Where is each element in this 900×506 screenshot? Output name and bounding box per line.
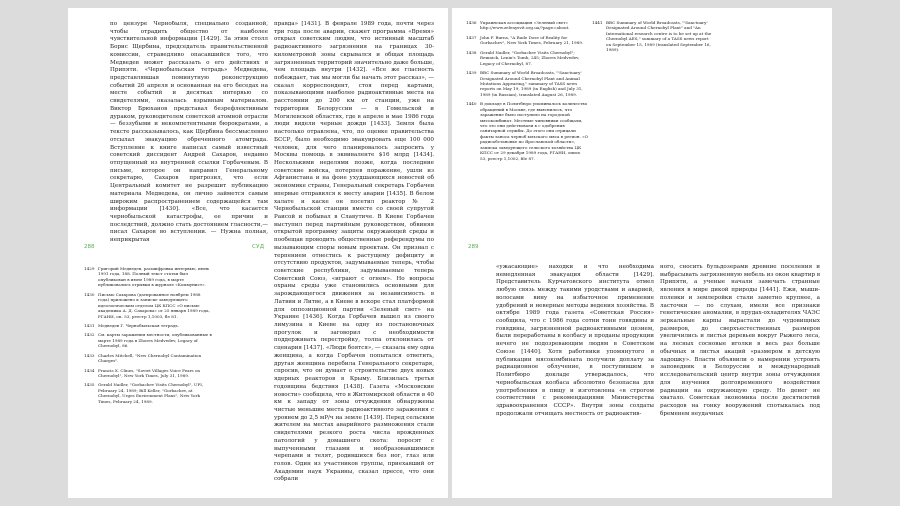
footnote-text: Gerald Nadler, "Gorbachev Visits Chernobyl"; Remnick, Lenin's Tomb, 245; Zhores Medvedev, Legacy of Chernobyl, 87. bbox=[480, 49, 580, 66]
right-page bbox=[452, 8, 832, 498]
footnote-text: См. карты заражения местности, опубликованные в марте 1989 года в Zhores Medvedev, Legacy of Chernobyl, 86. bbox=[98, 332, 212, 349]
footnote bbox=[84, 353, 212, 364]
footnote-number: 1437 bbox=[466, 34, 477, 40]
footnote bbox=[466, 50, 588, 66]
footnote-text: Медведев Г. Чернобыльская тетрадь. bbox=[98, 322, 179, 328]
right-footnotes-column-1 bbox=[466, 20, 588, 246]
footnote bbox=[592, 20, 714, 53]
footnote-text: Francis X. Clines, "Soviet Villages Voice Fears on Chernobyl", New York Times, July 31, 1989. bbox=[98, 367, 201, 378]
left-page bbox=[68, 8, 448, 498]
body-text: «ужасающие» находки и что необходима немедленная эвакуация области [1429]. Представитель Курчатовского института отмел любую связь между такими уродствами и аварией, волосами вину на избыточное применение удобрений и неверные методы ведения хозяйства. В октябре 1989 года газета «Советская Россия» сообщила, что с 1986 года сотни тонн говядины и говядины, загрязненной радиоактивными цезием, были переработаны в колбасу и проданы продукции нечего не подозревающим людям в Советском Союзе [1440]. Хотя работники упомянутого в публикации мясокомбината получили доплату за радиационное облучение, в поступившем в Политбюро докладе утверждалось, что чернобыльская колбаса абсолютно безопасна для употребления в пищу и изготовлена «в строгом соответствии с рекомендациями Министерства здравоохранения СССР». Внутри зоны солдаты продолжали отчищать местность от радиоактив- bbox=[496, 264, 654, 417]
footnote bbox=[466, 35, 588, 46]
right-body-column-2 bbox=[660, 264, 820, 496]
body-text: по цензуре Чернобыля, специально созданной, чтобы отрадить общество от наиболее чувствительной информации [1429]. За этим столл Борис Щербина, председатель правительственной комиссии, страведливо опасавшийся того, что Медведев может рассказать о его действиях в Припяти. «Чернобыльская тетрадь» Медведева, представлявшая поминутную реконструкцию событий 26 апреля и основанная на его беседах на месте событий и десятках интервью со свидетелями, оказалась взрывным материалом. Виктор Брюханов представал безрефлективным дураком, руководителем советской атомной отрасли — беззубыми и некомпетентными бюрократами, а тексте рассказывалось, как Щербина бессмысленно отсылал эвакуацию обреченного атомграда. Вступление к книге написал самый известный советский диссидент Андрей Сахаров, недавно отпущенный из внутренней ссылки Горбачевым. В письме, которое он направил Генеральному секретарю, Сахаров пригрозил, что если Центральный комитет не разрешит публикацию материала Медведева, он лично займется самым широким распространением содержащейся там информации [1430]. «Все, что касается чернобыльской катастрофы, ее причин и последствий, должно стать достоянием гласности,— писал Сахаров во вступлении. — Нужна полная, неприкрытая bbox=[110, 21, 268, 243]
page-number: 288 bbox=[84, 244, 95, 250]
body-text: правда» [1431]. В феврале 1989 года, почти через три года после аварии, скажет программа «Время» открыл советским людям, что истинный масштаб радиоактивного загрязнения на границах 30-километровой зоны скрывался и общая площадь загрязненных территорий значительно даже больше, чем площадь внутри [1432]. «Все же гласность побеждает, так мы могли бы начать этот рассказ», — сказал корреспондент, стоя перед картами, показывающими наиболее радиоактивные места на расстоянии до 200 км от станции, уже на территории Белоруссии — в Гомельской и Могилевской областях, где в апреле и мае 1986 года люди видели черные дожди [1433]. Земля была настолько отравлена, что, по оценке правительства БССР, было необходимо эвакуировать еще 100 000 человек, для чего планировалось запросить у Москвы помощь в эквиваленте $16 млрд [1434]. Несколькими неделями позже, когда последние советские войска, потерпев поражение, ушли из Афганистана и на фоне ухудшающихся новостей об экономике страны, Генеральный секретарь Горбачев впервые отправился к месту аварии [1435]. В белом халате и каске он посетил реактор № 2 Чернобыльской станции вместе со своей супругой Раисой и побывал в Славутиче. В Киеве Горбачев выступил перед партийным руководством, обвиняя открытой программу защиты окружающей среды и пообещав проводить общественные референдумы по вызывающим споры новым проектам. Он признал с терпением отнестись к растущему дефициту и отсутствию продуктов, задумываемые теперь, чтобы советские республики, задумываемые теперь Советский Союз, «играют с огнем». Но вопросы охраны среды уже становились основными для зарождающегося движения за независимость в Латвии и Литве, а в Киеве в вскоре стал платформой для оппозиционной партии «Зеленый свет» на Украине [1436]. Когда Горбачев вышел из своего лимузина в Киеве на одну из постановочных прогулок и заговорил с необходимости поддерживать перестройку, толпа отклонилась от сценария [1437]. «Люди боятся», — сказала ему одна женщина, а когда Горбачев попытался ответить, другая женщина перебила Генерального секретаря, спросив, что он думает о строительстве двух новых ядерных реакторов в Крыму. Близилась третья годовщина бедствия [1438]. Газета «Московские новости» сообщила, что в Житомирской области в 40 км к западу от зоны отчуждения обнаружены чистые меньшие места радиоактивного заражения с уровнем до 2,5 мР/ч на земле [1439]. Перед сельским жителем на местах аварийного размножения стали свидетелями резкого роста числа врожденных патологий у домашнего скота: поросят с выпученными глазами и необразовавшимися черепами и телят, родившихся без ног, глаз или голов. Один из участников группы, приехавший от Академии наук Украины, сказал прессе, что они собрали bbox=[274, 21, 434, 483]
footnote-number: 1438 bbox=[466, 49, 477, 55]
left-footnotes bbox=[84, 266, 212, 496]
footnote bbox=[84, 332, 212, 348]
footnote-text: Украинская ассоциация «Зеленый свет» http://www.zelenysvit.org.ua/?page=about. bbox=[480, 20, 570, 31]
footnote bbox=[84, 292, 212, 319]
footnote bbox=[466, 101, 588, 161]
page-number: 289 bbox=[468, 244, 479, 250]
footnote-text: John F. Burns, "A Rude Dose of Reality for Gorbachev", New York Times, February 21, 1989. bbox=[480, 34, 584, 46]
running-head: СУД bbox=[252, 244, 265, 250]
footnote-number: 1441 bbox=[592, 20, 603, 25]
footnote-text: BBC Summary of World Broadcasts, "'Sanctuary' Designated Around Chernobyl Plant and Animal Mutations Appearing," summary of TASS news reports on May 19, 1989 (in English) and July 31, 1989 (in Russian), translated August 26, 1989. bbox=[480, 70, 583, 97]
footnote-text: Gerald Nadler, "Gorbachev Visits Chernobyl", UPI, February 24, 1989; Bill Keller, "Gorbachev, at Chernobyl, Urges Environment Plans", New York Times, February 24, 1989. bbox=[98, 382, 204, 404]
footnote-text: Письмо Сахарова (датированное ноябрем 1988 года) приложено к записке заведующего идеологическим отделом ЦК КПСС «О письме академика А. Д. Сахарова» от 25 января 1989 года, РГАНИ, оп. 53, реестр 1,1003, fle 81. bbox=[98, 291, 210, 319]
footnote bbox=[84, 368, 212, 379]
footnote-number: 1429 bbox=[84, 266, 95, 271]
footnote-number: 1439 bbox=[466, 70, 477, 76]
footnote bbox=[84, 382, 212, 404]
footnote bbox=[84, 323, 212, 328]
footnote-number: 1433 bbox=[84, 352, 95, 358]
footnote bbox=[466, 20, 588, 31]
right-body-column-1 bbox=[496, 264, 654, 496]
footnote-text: BBC Summary of World Broadcasts, "'Sanctuary' Designated Around Chernobyl Plant" and "An International research centre is to be set up at the Chernobyl AES," summary of a TASS news report on September 15, 1989 (translated September 16, 1989). bbox=[606, 20, 712, 53]
footnote-number: 1434 bbox=[84, 367, 95, 373]
footnote bbox=[84, 266, 212, 288]
footnote bbox=[466, 70, 588, 97]
footnote-number: 1436 bbox=[466, 20, 477, 25]
footnote-number: 1430 bbox=[84, 291, 95, 297]
footnote-number: 1435 bbox=[84, 382, 95, 388]
footnote-number: 1432 bbox=[84, 332, 95, 338]
footnote-text: В докладе в Политбюро упоминалось количество обращений в Москве, где выяснилось, что заражение было поступило на городской мясокомбинат. Местные чиновники сообщали, что это они действовали в с одобрения санитарной службы. До этого они отрицали факты заноса черноб ыльского мяса в регион. «О радиообстановке по Ярославской области», записка заведующего сельского хозяйства ЦК КПСС от 29 декабря 1989 года, РГАНИ, опись 53, реестр 1,1002, file 87. bbox=[480, 101, 588, 161]
body-text: ного, сносить бульдозерами древние поселения и выбрасывать загрязненную мебель из окон квартир в Припяти, а ученые начали замечать странные явления в мире дикой природы [1441]. Ежи, мыши-полевки и землеройки стали заметно крупнее, а ласточки — по слухам, имели все признаки генетические аномалии, в прудах-охладителях ЧАЭС зеркальные карпы вырастали до чудовищных размеров, до сверхъестественных размеров увеличились и листья деревьев вокруг Рыжего леса, на лесных сосновые иголки в весь раз больше обычных и листья акаций «размером в детскую ладошку». Власти объявили о намерении устроить заповедник в Белоруссии и международный исследовательский центр внутри зоны отчуждения для изучения долговременного воздействия радиации на окружающую среду. Но денег не хватало. Советская экономика после десятилетий расходов на гонку вооружений спотыкалась под бременем неудачных bbox=[660, 264, 820, 417]
left-body-column-2 bbox=[274, 21, 434, 495]
footnote-number: 1431 bbox=[84, 322, 95, 328]
footnote-number: 1440 bbox=[466, 101, 477, 107]
footnote-text: Григорий Медведев, расшифровка интервью, июнь 1991 года, 188. Полный текст статьи был опубликован в июне 1989 года, в марте публиковались отрывки в журнале «Коммунист». bbox=[98, 266, 210, 288]
left-body-column-1 bbox=[110, 21, 268, 243]
right-footnotes-column-2 bbox=[592, 20, 714, 100]
footnote-text: Charles Mitchell, "New Chernobyl Contamination Charges". bbox=[98, 352, 202, 364]
